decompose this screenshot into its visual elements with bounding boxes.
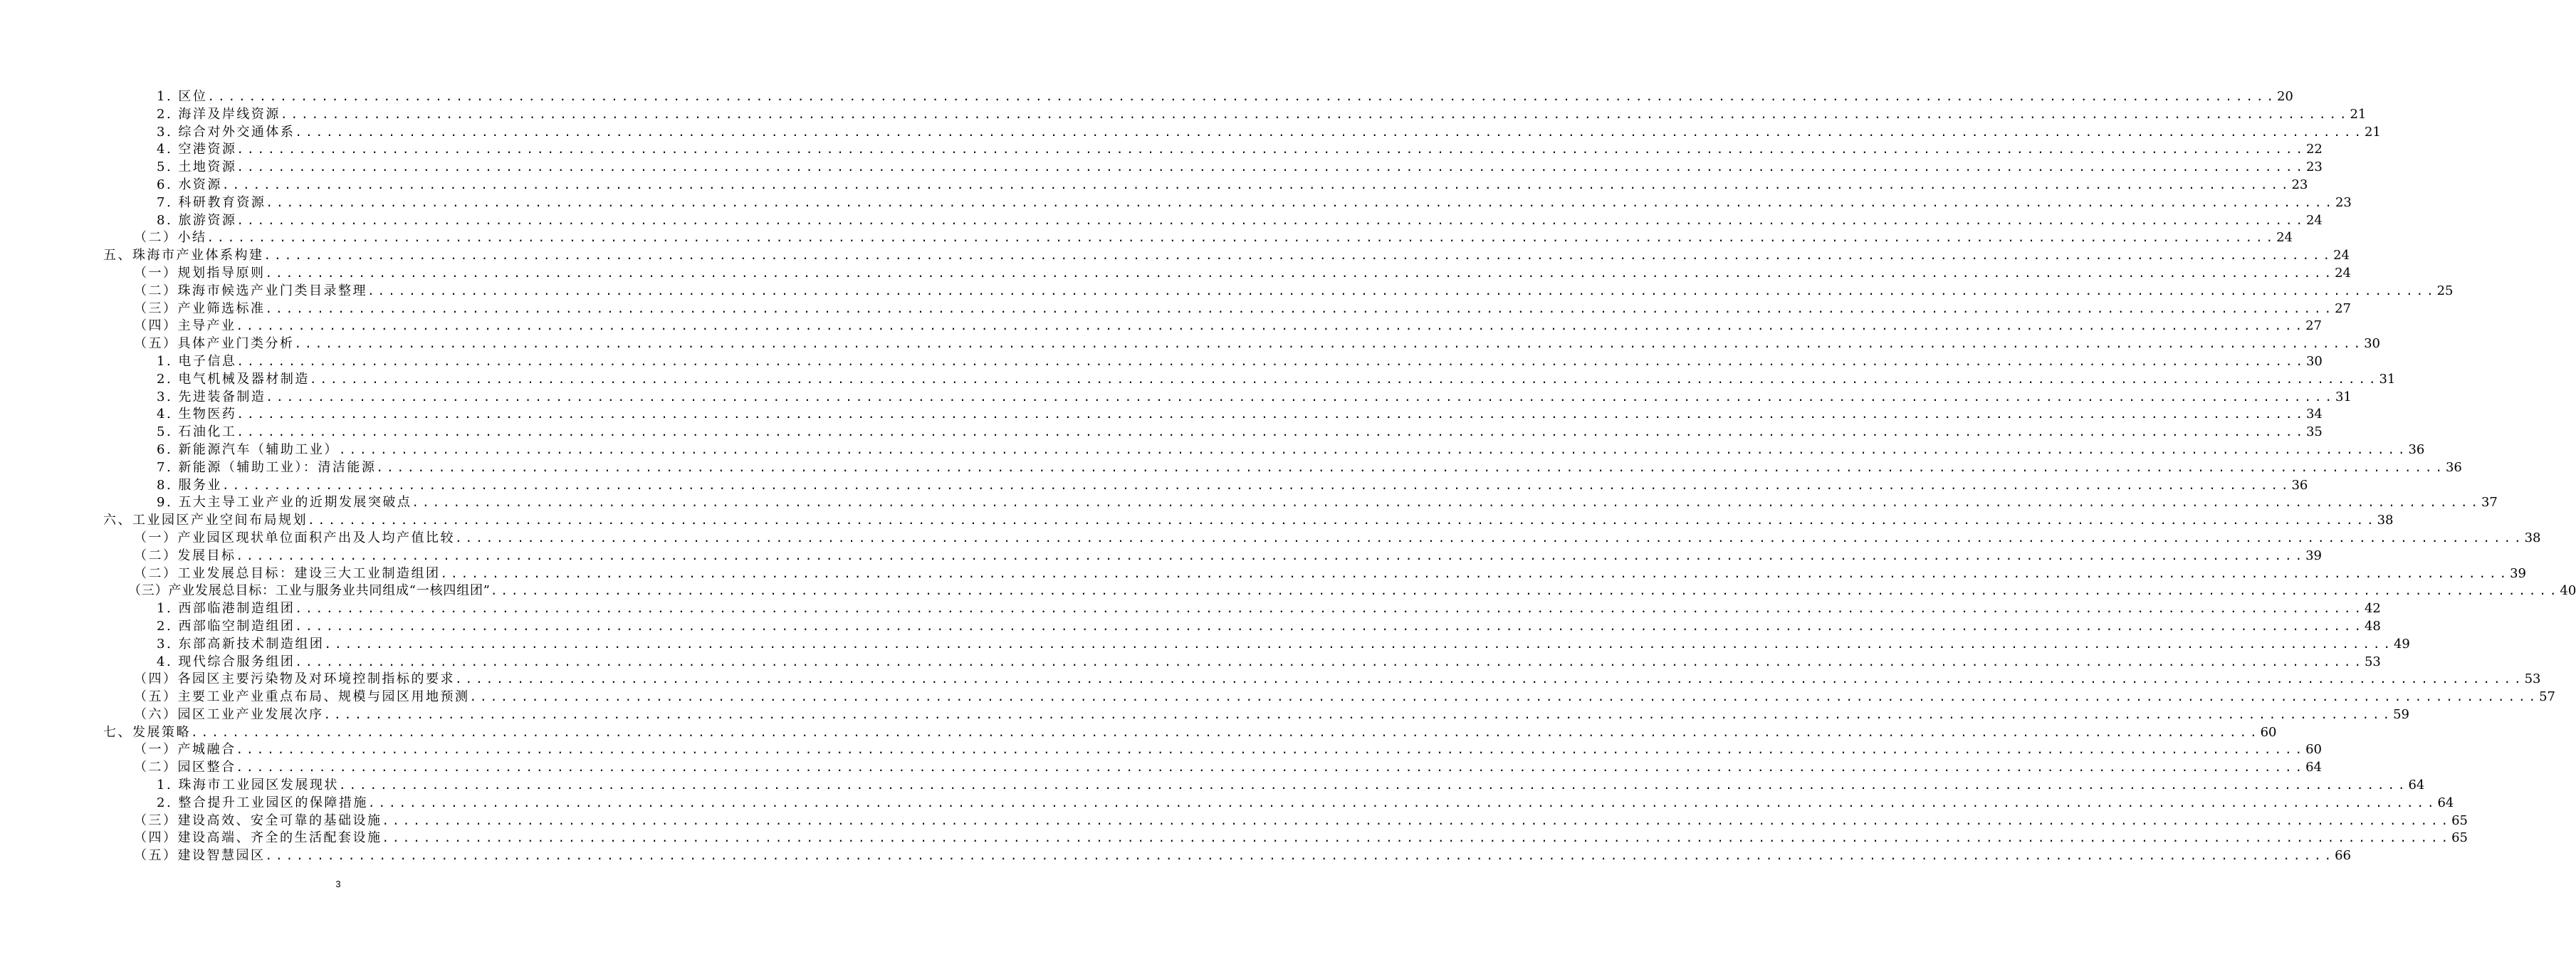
toc-entry-title: （五）建设智慧园区 xyxy=(134,848,266,864)
toc-entry-title: 7. 新能源（辅助工业）：清洁能源 xyxy=(157,459,377,475)
toc-entry-title: 2. 西部临空制造组团 xyxy=(157,618,295,634)
toc-leader-dots: ........................................................................................................................................................................................................ xyxy=(236,160,2306,174)
toc-entry-page-number: 23 xyxy=(2305,160,2323,175)
toc-entry[interactable] xyxy=(0,671,2541,689)
toc-entry[interactable] xyxy=(0,477,2308,495)
toc-leader-dots: ........................................................................................................................................................................................................ xyxy=(221,177,2292,192)
toc-entry-page-number: 57 xyxy=(2539,689,2555,705)
toc-entry-title: 4. 现代综合服务组团 xyxy=(157,654,295,669)
toc-leader-dots: ........................................................................................................................................................................................................ xyxy=(236,354,2306,368)
toc-leader-dots: ........................................................................................................................................................................................................ xyxy=(295,619,2365,633)
toc-entry-title: 1. 珠海市工业园区发展现状 xyxy=(157,778,339,793)
toc-entry-page-number: 31 xyxy=(2335,389,2352,404)
toc-leader-dots: ........................................................................................................................................................................................................ xyxy=(236,142,2306,157)
toc-entry[interactable] xyxy=(0,689,2555,706)
toc-entry[interactable] xyxy=(0,389,2352,407)
toc-entry-page-number: 38 xyxy=(2524,530,2541,545)
toc-entry-page-number: 49 xyxy=(2393,636,2410,652)
toc-entry-page-number: 27 xyxy=(2335,300,2351,316)
toc-leader-dots: ........................................................................................................................................................................................................ xyxy=(265,849,2335,863)
toc-entry-title: 2. 海洋及岸线资源 xyxy=(157,106,281,122)
toc-leader-dots: ........................................................................................................................................................................................................ xyxy=(266,389,2335,404)
toc-leader-dots: ........................................................................................................................................................................................................ xyxy=(191,725,2261,739)
toc-entry[interactable] xyxy=(0,265,2351,283)
toc-entry[interactable] xyxy=(0,654,2381,671)
toc-entry[interactable] xyxy=(0,618,2381,636)
toc-entry[interactable] xyxy=(0,812,2468,830)
toc-leader-dots: ........................................................................................................................................................................................................ xyxy=(324,637,2394,651)
toc-entry-page-number: 40 xyxy=(2560,583,2576,599)
toc-entry[interactable] xyxy=(0,636,2410,654)
toc-entry[interactable] xyxy=(0,283,2454,300)
toc-leader-dots: ........................................................................................................................................................................................................ xyxy=(455,672,2525,686)
toc-entry-page-number: 42 xyxy=(2364,601,2381,617)
toc-leader-dots: ........................................................................................................................................................................................................ xyxy=(367,283,2437,298)
toc-leader-dots: ........................................................................................................................................................................................................ xyxy=(323,707,2394,721)
toc-entry[interactable] xyxy=(0,847,2351,865)
toc-leader-dots: ........................................................................................................................................................................................................ xyxy=(236,319,2306,333)
toc-entry[interactable] xyxy=(0,406,2323,424)
toc-entry[interactable] xyxy=(0,229,2293,247)
toc-leader-dots: ........................................................................................................................................................................................................ xyxy=(308,513,2377,528)
toc-entry-title: （二）发展目标 xyxy=(134,548,236,563)
toc-entry-page-number: 36 xyxy=(2408,441,2425,457)
toc-entry-title: （二）珠海市候选产业门类目录整理 xyxy=(134,283,367,298)
toc-entry-title: 7. 科研教育资源 xyxy=(157,194,266,210)
toc-entry-page-number: 34 xyxy=(2305,407,2323,422)
toc-entry-page-number: 64 xyxy=(2437,795,2454,810)
toc-entry-title: （三）产业筛选标准 xyxy=(134,300,266,316)
toc-entry[interactable] xyxy=(0,335,2380,353)
toc-entry-page-number: 39 xyxy=(2510,565,2526,581)
toc-leader-dots: ........................................................................................................................................................................................................ xyxy=(412,496,2481,510)
toc-entry-page-number: 65 xyxy=(2451,830,2468,846)
toc-leader-dots: ........................................................................................................................................................................................................ xyxy=(221,478,2292,492)
toc-entry[interactable] xyxy=(0,247,2350,265)
toc-leader-dots: ........................................................................................................................................................................................................ xyxy=(266,195,2335,209)
toc-entry-page-number: 64 xyxy=(2408,778,2425,793)
toc-entry[interactable] xyxy=(0,371,2396,389)
toc-leader-dots: ........................................................................................................................................................................................................ xyxy=(309,372,2379,386)
toc-entry-page-number: 64 xyxy=(2305,760,2322,775)
toc-entry[interactable] xyxy=(0,530,2541,548)
toc-entry-page-number: 23 xyxy=(2291,177,2308,192)
toc-entry-page-number: 48 xyxy=(2364,618,2381,634)
toc-entry-page-number: 53 xyxy=(2524,671,2541,687)
toc-entry[interactable] xyxy=(0,177,2308,194)
toc-entry-title: 六、工业园区产业空间布局规划 xyxy=(103,513,308,528)
toc-entry[interactable] xyxy=(0,706,2409,724)
toc-leader-dots: ........................................................................................................................................................................................................ xyxy=(236,425,2306,439)
toc-entry[interactable] xyxy=(0,88,2293,106)
toc-leader-dots: ........................................................................................................................................................................................................ xyxy=(294,337,2365,351)
toc-leader-dots: ........................................................................................................................................................................................................ xyxy=(338,442,2409,456)
toc-entry-title: 3. 综合对外交通体系 xyxy=(157,124,295,140)
toc-entry-page-number: 37 xyxy=(2481,495,2498,511)
toc-entry-page-number: 60 xyxy=(2305,742,2322,758)
toc-entry-page-number: 38 xyxy=(2377,513,2394,528)
toc-entry-page-number: 60 xyxy=(2260,724,2277,740)
toc-leader-dots: ........................................................................................................................................................................................................ xyxy=(455,530,2525,545)
toc-entry-title: 3. 东部高新技术制造组团 xyxy=(157,636,325,652)
toc-entry-title: （六）园区工业产业发展次序 xyxy=(134,706,324,722)
toc-entry-title: （三）建设高效、安全可靠的基础设施 xyxy=(134,812,382,828)
toc-entry-title: （二）工业发展总目标：建设三大工业制造组团 xyxy=(134,565,441,581)
toc-leader-dots: ........................................................................................................................................................................................................ xyxy=(382,831,2452,845)
toc-entry[interactable] xyxy=(0,141,2323,159)
toc-entry-title: 4. 生物医药 xyxy=(157,407,237,422)
toc-leader-dots: ........................................................................................................................................................................................................ xyxy=(382,813,2452,827)
toc-leader-dots: ........................................................................................................................................................................................................ xyxy=(207,90,2277,103)
toc-entry[interactable] xyxy=(0,565,2526,583)
toc-entry-page-number: 66 xyxy=(2335,848,2351,864)
toc-entry[interactable] xyxy=(0,212,2323,230)
toc-entry[interactable] xyxy=(0,300,2351,318)
toc-entry-title: （一）产业园区现状单位面积产出及人均产值比较 xyxy=(134,530,455,545)
toc-entry-title: （四）各园区主要污染物及对环境控制指标的要求 xyxy=(134,671,455,687)
toc-entry-title: （一）规划指导原则 xyxy=(134,265,266,281)
toc-entry-title: 6. 新能源汽车（辅助工业） xyxy=(157,441,339,457)
toc-entry-page-number: 24 xyxy=(2335,265,2351,281)
toc-leader-dots: ........................................................................................................................................................................................................ xyxy=(280,107,2350,121)
toc-entry-title: 4. 空港资源 xyxy=(157,142,237,157)
toc-entry-page-number: 39 xyxy=(2305,548,2322,563)
toc-leader-dots: ........................................................................................................................................................................................................ xyxy=(236,213,2306,227)
toc-entry[interactable] xyxy=(0,159,2323,177)
toc-entry-page-number: 30 xyxy=(2364,336,2380,352)
toc-entry-title: 8. 服务业 xyxy=(157,477,222,493)
toc-entry-title: 七、发展策略 xyxy=(103,724,191,740)
toc-leader-dots: ........................................................................................................................................................................................................ xyxy=(206,231,2277,245)
toc-leader-dots: ........................................................................................................................................................................................................ xyxy=(236,760,2306,775)
toc-entry[interactable] xyxy=(0,512,2394,530)
toc-entry-page-number: 24 xyxy=(2333,248,2350,263)
toc-leader-dots: ........................................................................................................................................................................................................ xyxy=(263,249,2334,263)
toc-leader-dots: ........................................................................................................................................................................................................ xyxy=(265,301,2335,315)
toc-entry[interactable] xyxy=(0,318,2322,335)
toc-entry-title: 2. 电气机械及器材制造 xyxy=(157,371,310,387)
toc-entry[interactable] xyxy=(0,795,2454,812)
toc-entry-page-number: 24 xyxy=(2276,230,2293,246)
toc-entry[interactable] xyxy=(0,124,2381,142)
toc-entry-page-number: 30 xyxy=(2305,353,2323,369)
toc-entry[interactable] xyxy=(0,494,2498,512)
toc-entry-title: 6. 水资源 xyxy=(157,177,222,192)
toc-leader-dots: ........................................................................................................................................................................................................ xyxy=(376,460,2446,474)
toc-entry-title: （一）产城融合 xyxy=(134,742,236,758)
toc-entry-page-number: 23 xyxy=(2335,194,2352,210)
toc-entry-title: 1. 区位 xyxy=(157,89,208,104)
toc-entry-title: （二）园区整合 xyxy=(134,760,236,775)
toc-entry-title: （二）小结 xyxy=(134,230,207,246)
toc-entry-page-number: 25 xyxy=(2436,283,2454,298)
toc-entry-title: 9. 五大主导工业产业的近期发展突破点 xyxy=(157,495,412,511)
toc-entry-page-number: 27 xyxy=(2305,318,2322,334)
page-number: 3 xyxy=(335,879,341,889)
toc-entry[interactable] xyxy=(0,194,2352,212)
toc-entry[interactable] xyxy=(0,741,2322,759)
toc-entry-page-number: 35 xyxy=(2305,424,2323,440)
toc-entry-title: 1. 电子信息 xyxy=(157,353,237,369)
toc-leader-dots: ........................................................................................................................................................................................................ xyxy=(440,566,2510,580)
toc-entry[interactable] xyxy=(0,759,2322,777)
toc-entry-title: （五）具体产业门类分析 xyxy=(134,336,295,352)
toc-leader-dots: ........................................................................................................................................................................................................ xyxy=(295,602,2365,616)
toc-entry-page-number: 59 xyxy=(2393,706,2409,722)
toc-entry-title: 1. 西部临港制造组团 xyxy=(157,601,295,617)
toc-entry[interactable] xyxy=(0,600,2381,618)
toc-entry[interactable] xyxy=(0,441,2425,459)
toc-leader-dots: ........................................................................................................................................................................................................ xyxy=(236,548,2306,563)
toc-entry-title: 2. 整合提升工业园区的保障措施 xyxy=(157,795,368,810)
toc-entry-title: 3. 先进装备制造 xyxy=(157,389,266,404)
toc-entry-page-number: 20 xyxy=(2276,89,2293,104)
toc-entry-page-number: 53 xyxy=(2364,654,2381,669)
toc-leader-dots: ........................................................................................................................................................................................................ xyxy=(338,778,2409,793)
toc-entry-title: （三）产业发展总目标：工业与服务业共同组成“一核四组团” xyxy=(128,583,491,599)
toc-entry[interactable] xyxy=(0,353,2323,371)
toc-entry-page-number: 24 xyxy=(2305,212,2323,228)
toc-entry[interactable] xyxy=(0,582,2576,600)
toc-entry-title: 5. 石油化工 xyxy=(157,424,237,440)
toc-entry-page-number: 65 xyxy=(2451,812,2468,828)
table-of-contents xyxy=(0,88,2576,865)
toc-entry[interactable] xyxy=(0,548,2322,565)
toc-entry-title: 5. 土地资源 xyxy=(157,160,237,175)
toc-entry-page-number: 21 xyxy=(2350,106,2367,122)
toc-entry-page-number: 36 xyxy=(2445,459,2462,475)
toc-entry-page-number: 36 xyxy=(2291,477,2308,493)
toc-entry-title: 五、珠海市产业体系构建 xyxy=(103,248,264,263)
toc-entry-page-number: 22 xyxy=(2305,142,2323,157)
toc-leader-dots: ........................................................................................................................................................................................................ xyxy=(265,266,2335,280)
toc-entry-title: 8. 旅游资源 xyxy=(157,212,237,228)
toc-entry-title: （五）主要工业产业重点布局、规模与园区用地预测 xyxy=(134,689,470,705)
toc-leader-dots: ........................................................................................................................................................................................................ xyxy=(295,654,2365,669)
toc-entry-title: （四）主导产业 xyxy=(134,318,236,334)
toc-entry-page-number: 31 xyxy=(2379,371,2396,387)
toc-entry[interactable] xyxy=(0,724,2277,742)
toc-entry[interactable] xyxy=(0,777,2425,795)
toc-entry-title: （四）建设高端、齐全的生活配套设施 xyxy=(134,830,382,846)
toc-entry[interactable] xyxy=(0,424,2323,441)
toc-leader-dots: ........................................................................................................................................................................................................ xyxy=(367,795,2438,810)
toc-leader-dots: ........................................................................................................................................................................................................ xyxy=(469,690,2540,704)
toc-entry-page-number: 21 xyxy=(2364,124,2381,140)
toc-entry[interactable] xyxy=(0,459,2462,477)
toc-leader-dots: ........................................................................................................................................................................................................ xyxy=(295,125,2365,139)
toc-entry[interactable] xyxy=(0,106,2367,124)
toc-leader-dots: ........................................................................................................................................................................................................ xyxy=(490,584,2560,598)
toc-leader-dots: ........................................................................................................................................................................................................ xyxy=(236,407,2306,422)
toc-entry[interactable] xyxy=(0,830,2468,847)
toc-leader-dots: ........................................................................................................................................................................................................ xyxy=(236,743,2306,757)
